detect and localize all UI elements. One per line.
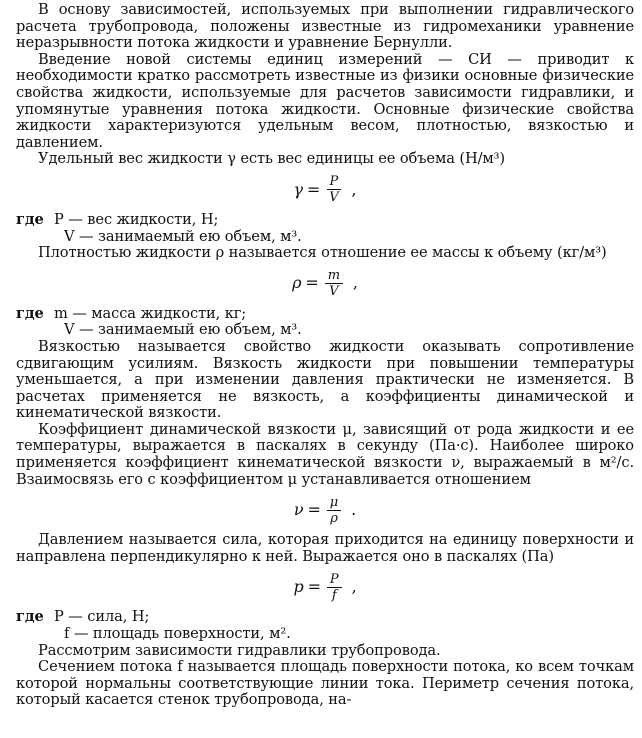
formula-lhs: γ: [293, 179, 303, 199]
definition-line: V — занимаемый ею объем, м³.: [64, 321, 302, 339]
formula-denominator: V: [329, 190, 339, 206]
formula-fraction: [327, 495, 341, 526]
paragraph-pressure: Давлением называется сила, которая приходится на единицу поверхности и направлена перпендикулярно к ней. Выражается оно в паскалях (Па): [16, 531, 634, 565]
definitions-pressure: [16, 609, 634, 642]
paragraph-flow-section: Сечением потока f называется площадь поверхности потока, ко всем точкам которой нормальны соответствующие линии тока. Периметр сечения потока, который касается стенок трубопровода, на-: [16, 658, 634, 709]
formula-equals: =: [305, 273, 319, 293]
definition-line: f — площадь поверхности, м².: [64, 625, 291, 643]
formula-lhs: ρ: [292, 273, 302, 293]
paragraph-density: Плотностью жидкости ρ называется отношение ее массы к объему (кг/м³): [38, 244, 607, 262]
paragraph-hydraulics: Рассмотрим зависимости гидравлики трубопровода.: [38, 641, 441, 659]
formula-punct: ,: [352, 273, 358, 293]
formula-numerator: μ: [327, 495, 341, 511]
formula-denominator: ρ: [330, 510, 338, 526]
formula-lhs: ν: [293, 499, 304, 519]
formula-kinematic-viscosity: [16, 488, 634, 532]
definitions-density: [16, 306, 634, 339]
definitions-specific-weight: [16, 212, 634, 245]
paragraph-intro: В основу зависимостей, используемых при выполнении гидравлического расчета трубопровода, положены известные из гидромеханики уравнение неразрывности потока жидкости и уравнение Бернулли.: [16, 1, 634, 52]
paragraph-si-units: Введение новой системы единиц измерений — СИ — приводит к необходимости кратко рассмотреть известные из физики основные физические свойства жидкости, используемые для расчетов зависимости гидравлики, и упомянутые уравнения потока жидкости. Основные физические свойства жидкости характеризуются удельным весом, плотностью, вязкостью и давлением.: [16, 50, 634, 151]
formula-numerator: P: [327, 572, 342, 588]
paragraph-viscosity-coefficients: Коэффициент динамической вязкости μ, зависящий от рода жидкости и ее температуры, выражается в паскалях в секунду (Па·с). Наиболее широко применяется коэффициент кинематической вязкости ν, выражаемый в м²/с. Взаимосвязь его с коэффициентом μ устанавливается отношением: [16, 420, 634, 488]
formula-pressure: [16, 565, 634, 609]
definition-line: V — занимаемый ею объем, м³.: [64, 227, 302, 245]
formula-punct: ,: [351, 577, 357, 597]
definition-line: P — вес жидкости, Н;: [54, 210, 219, 228]
formula-denominator: V: [329, 284, 339, 300]
definition-line: m — масса жидкости, кг;: [54, 304, 247, 322]
where-label: где: [16, 210, 44, 228]
formula-punct: .: [351, 499, 357, 519]
formula-specific-weight: [16, 168, 634, 212]
paragraph-specific-weight: Удельный вес жидкости γ есть вес единицы ее объема (Н/м³): [38, 150, 505, 168]
formula-denominator: f: [331, 587, 337, 603]
formula-fraction: [325, 268, 343, 299]
formula-numerator: m: [325, 268, 343, 284]
formula-equals: =: [307, 499, 321, 519]
formula-equals: =: [307, 577, 321, 597]
definition-line: P — сила, Н;: [54, 608, 150, 626]
formula-fraction: [327, 572, 342, 603]
where-label: где: [16, 608, 44, 626]
formula-density: [16, 262, 634, 306]
paragraph-viscosity: Вязкостью называется свойство жидкости оказывать сопротивление сдвигающим усилиям. Вязкость жидкости при повышении температуры уменьшается, а при изменении давления практически не изменяется. В расчетах применяется не вязкость, а коэффициенты динамической и кинематической вязкости.: [16, 337, 634, 422]
formula-numerator: P: [327, 174, 342, 190]
formula-fraction: [326, 174, 341, 205]
where-label: где: [16, 304, 44, 322]
formula-lhs: p: [293, 577, 304, 597]
formula-equals: =: [306, 179, 321, 199]
formula-punct: ,: [351, 179, 357, 199]
